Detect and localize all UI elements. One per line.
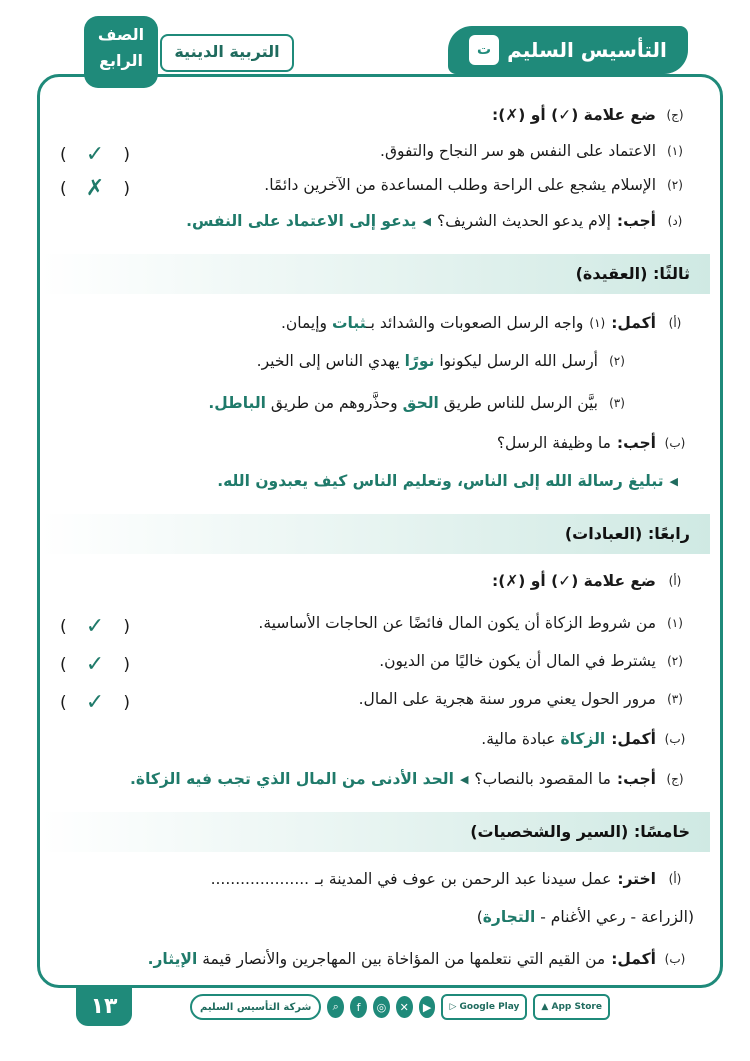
section-5-b: (ب) أكمل: من القيم التي نتعلمها من المؤاخاة بين المهاجرين والأنصار قيمة الإيثار. (147, 950, 686, 968)
answer-box: ( ✓ ) (60, 614, 130, 639)
grade-line1: الصف (97, 25, 145, 44)
page-number: ١٣ (76, 988, 132, 1026)
checkmark-icon: ✓ (85, 652, 105, 677)
checkmark-icon: ✓ (85, 614, 105, 639)
google-play-icon: ▷ (449, 1002, 460, 1012)
question-j-item-2: (٢) الإسلام يشجع على الراحة وطلب المساعدة من الآخرين دائمًا. (264, 176, 683, 194)
subject-title: التربية الدينية (160, 34, 294, 72)
answer-box: ( ✓ ) (60, 690, 130, 715)
section-3-header: ثالثًا: (العقيدة) (40, 254, 710, 294)
answer-box: ( ✓ ) (60, 652, 130, 677)
section-4-header: رابعًا: (العبادات) (40, 514, 710, 554)
facebook-icon[interactable]: f (350, 996, 367, 1018)
section-3-a-item-2: (٢) أرسل الله الرسل ليكونوا نورًا يهدي الناس إلى الخير. (256, 352, 625, 370)
section-4-c: (ج) أجب: ما المقصود بالنصاب؟ ◀ الحد الأدنى من المال الذي تجب فيه الزكاة. (130, 770, 684, 788)
question-j-title: (ج) ضع علامة (✓) أو (✗): (492, 106, 684, 124)
section-5-header: خامسًا: (السير والشخصيات) (40, 812, 710, 852)
section-5-a: (أ) اختر: عمل سيدنا عبد الرحمن بن عوف في المدينة بـ .................... (210, 870, 682, 888)
section-4-item-2: (٢) يشترط في المال أن يكون خاليًا من الديون. (379, 652, 683, 670)
search-icon[interactable]: ⌕ (327, 996, 344, 1018)
arrow-icon: ◀ (669, 474, 678, 488)
arrow-icon: ◀ (422, 214, 431, 228)
app-store-button[interactable]: ▲ App Store (533, 994, 610, 1020)
answer-box: ( ✓ ) (60, 142, 130, 167)
section-3-a-item-3: (٣) بيَّن الرسل للناس طريق الحق وحذَّروهم من طريق الباطل. (208, 394, 625, 412)
section-4-b: (ب) أكمل: الزكاة عبادة مالية. (481, 730, 686, 748)
page-footer (0, 988, 750, 1038)
answer-box: ( ✗ ) (60, 176, 130, 201)
x-icon[interactable]: ✕ (396, 996, 413, 1018)
grade-line2: الرابع (99, 51, 143, 70)
google-play-button[interactable]: ▷ Google Play (441, 994, 527, 1020)
brand-name: التأسيس السليم (507, 38, 667, 62)
youtube-icon[interactable]: ▶ (419, 996, 436, 1018)
logo-icon: ت (469, 35, 499, 65)
cross-icon: ✗ (85, 176, 105, 201)
section-4-item-3: (٣) مرور الحول يعني مرور سنة هجرية على المال. (358, 690, 683, 708)
brand-banner (448, 26, 688, 74)
instagram-icon[interactable]: ◎ (373, 996, 390, 1018)
question-d: (د) أجب: إلام يدعو الحديث الشريف؟ ◀ يدعو إلى الاعتماد على النفس. (186, 212, 683, 230)
question-j-item-1: (١) الاعتماد على النفس هو سر النجاح والتفوق. (380, 142, 683, 160)
section-4-a-title: (أ) ضع علامة (✓) أو (✗): (492, 572, 682, 590)
apple-icon: ▲ (541, 1002, 552, 1012)
company-name[interactable]: شركة التأسيس السليم (190, 994, 321, 1020)
section-5-a-options: (الزراعة - رعي الأغنام - التجارة) (476, 908, 694, 926)
checkmark-icon: ✓ (85, 690, 105, 715)
section-3-a-item-1: (أ) أكمل: (١) واجه الرسل الصعوبات والشدائد بـثبات وإيمان. (280, 314, 682, 332)
arrow-icon: ◀ (459, 772, 469, 786)
footer-bar (190, 994, 610, 1020)
section-3-b-answer: ◀ تبليغ رسالة الله إلى الناس، وتعليم الناس كيف يعبدون الله. (217, 472, 678, 490)
checkmark-icon: ✓ (85, 142, 105, 167)
section-3-b-question: (ب) أجب: ما وظيفة الرسل؟ (496, 434, 686, 452)
section-4-item-1: (١) من شروط الزكاة أن يكون المال فائضًا عن الحاجات الأساسية. (258, 614, 683, 632)
